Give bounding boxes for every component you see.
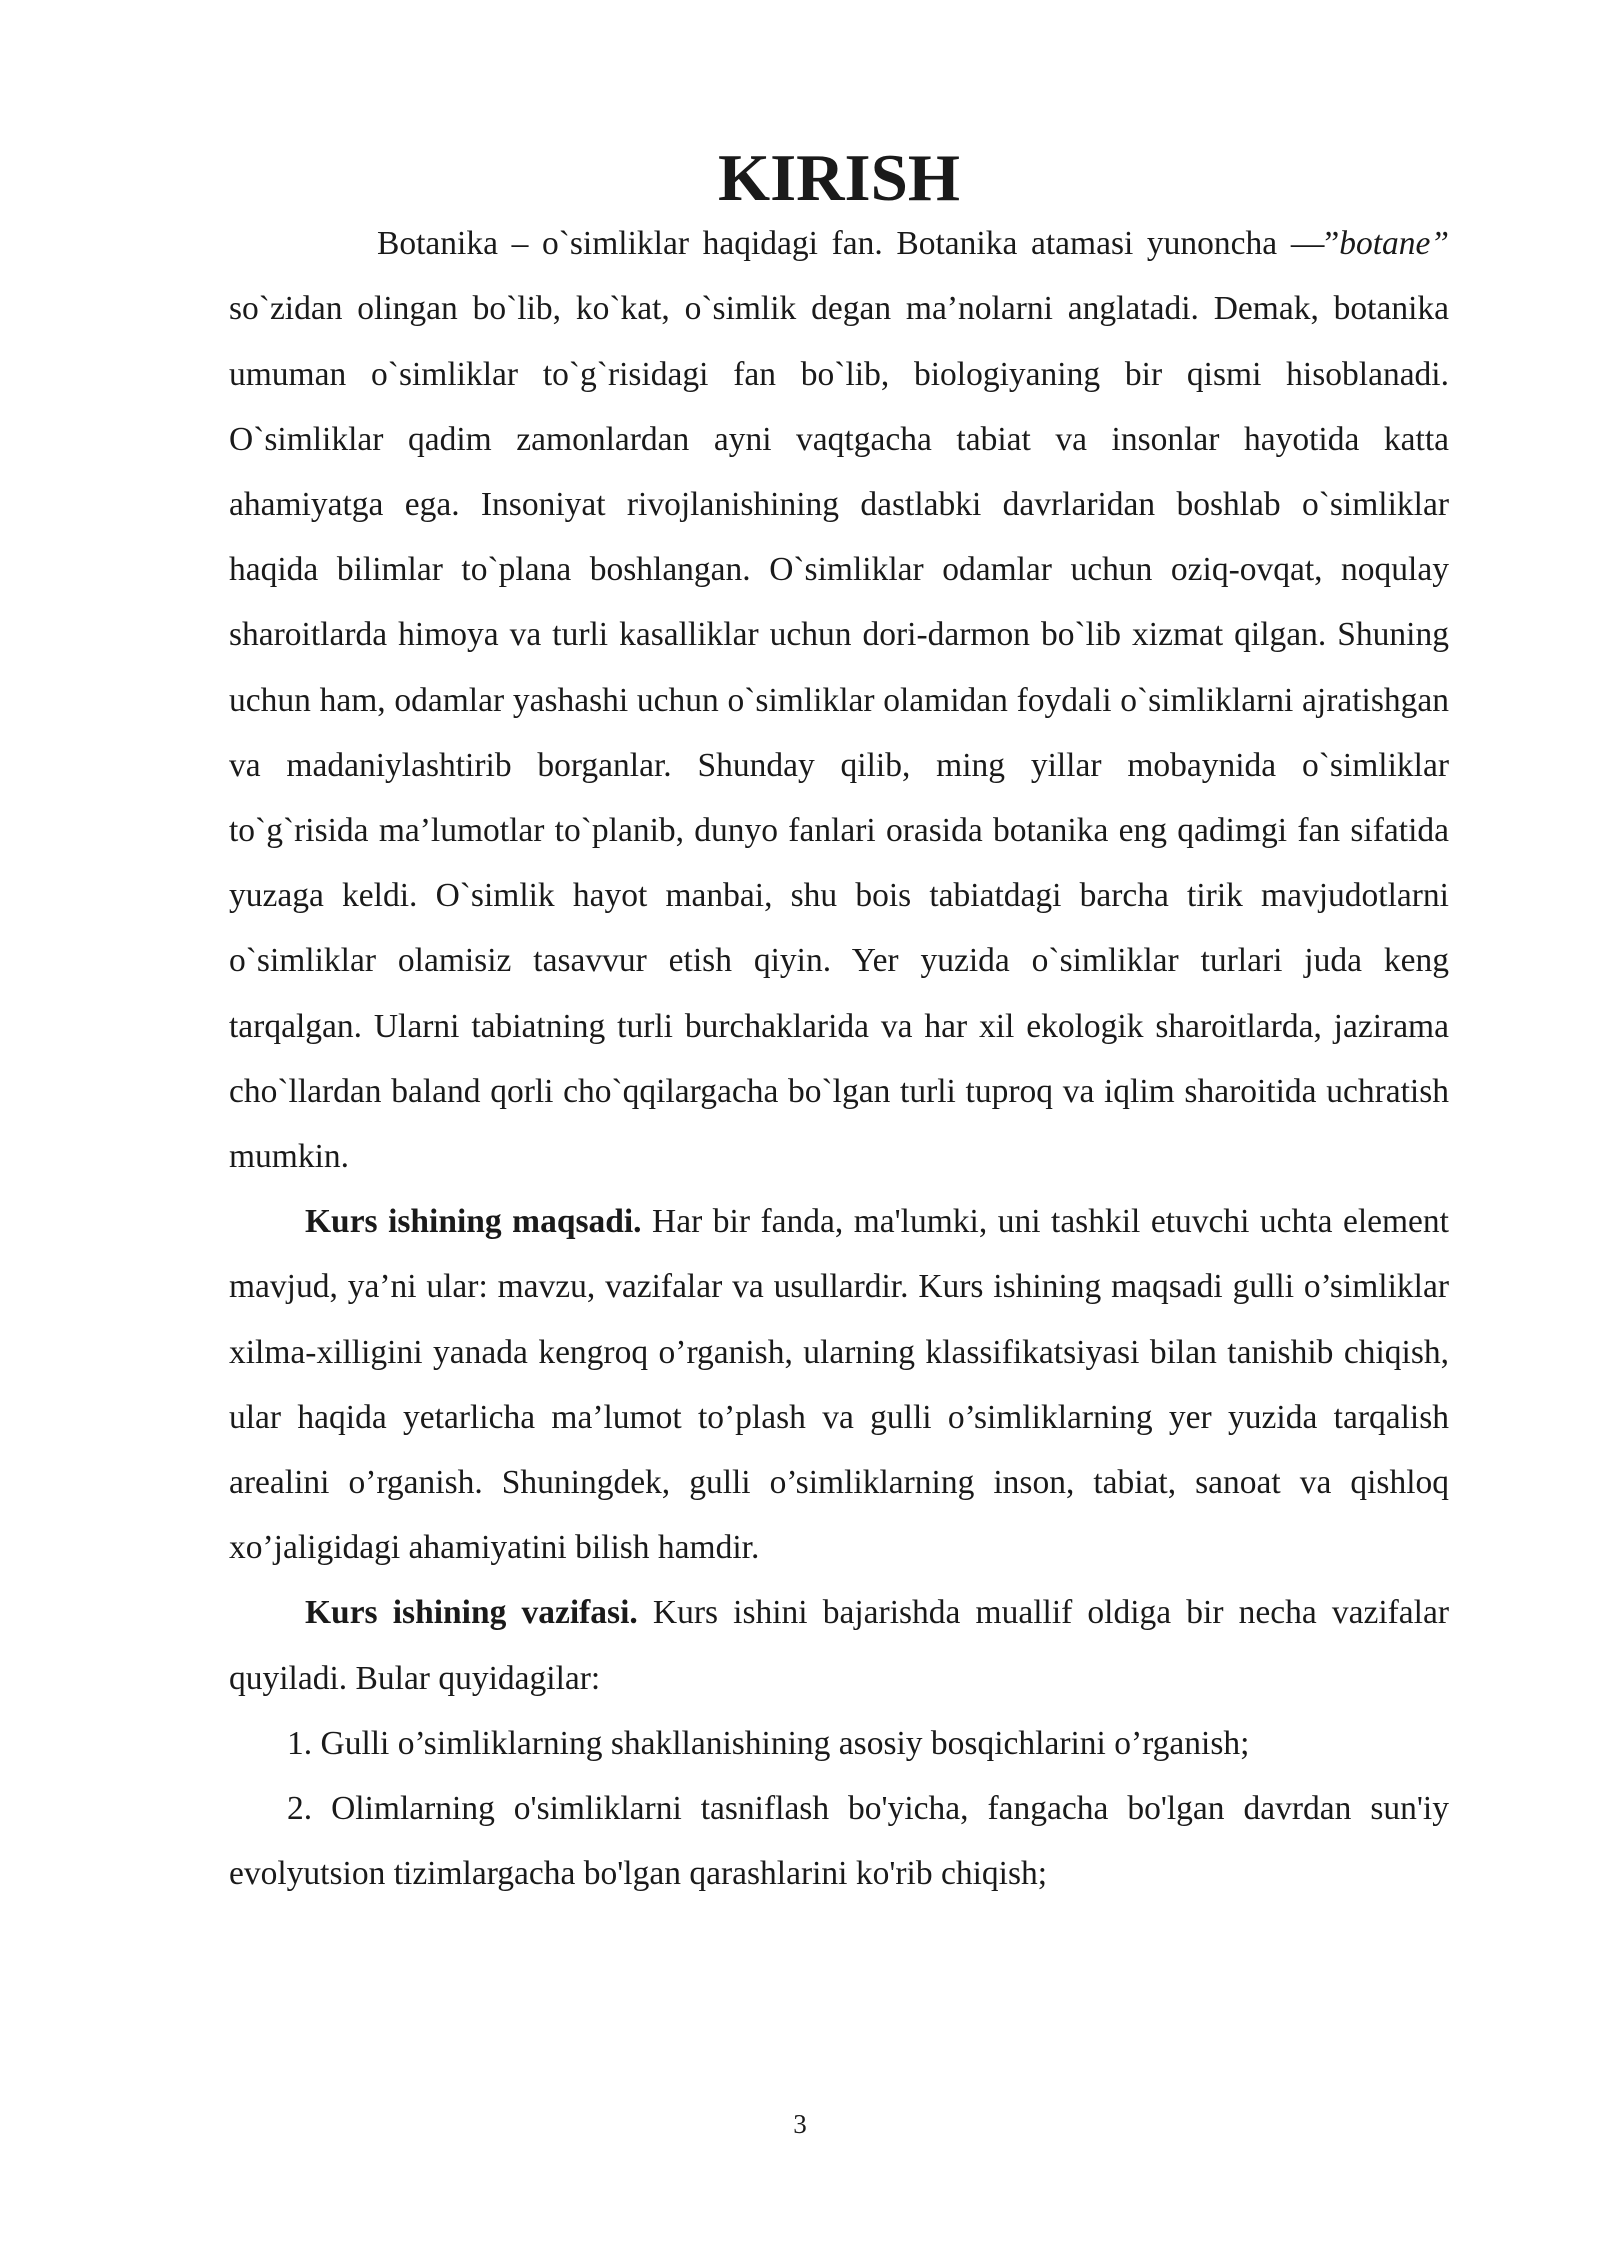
document-body: [229, 141, 1450, 1906]
tasks-paragraph: [229, 1580, 1449, 1710]
purpose-heading: Kurs ishining maqsadi.: [305, 1203, 642, 1241]
tasks-heading: Kurs ishining vazifasi.: [305, 1594, 638, 1632]
tasks-text: Kurs ishini bajarishda muallif oldiga bir necha vazifalar quyiladi. Bular quyidagilar:: [229, 1594, 1450, 1697]
purpose-text: Har bir fanda, ma'lumki, uni tashkil etuvchi uchta element mavjud, ya’ni ular: mavzu, vazifalar va usullardir. Kurs ishining maqsadi gulli o’simliklar xilma-xilligini yanada kengroq o’rganish, ularning klassifikatsiyasi bilan tanishib chiqish, ular haqida yetarlicha ma’lumot to’plash va gulli o’simliklarning yer yuzida tarqalish arealini o’rganish. Shuningdek, gulli o’simliklarning inson, tabiat, sanoat va qishloq xo’jaligidagi ahamiyatini bilish hamdir.: [229, 1203, 1449, 1567]
page-number: 3: [793, 2109, 807, 2139]
intro-text-rest: so`zidan olingan bo`lib, ko`kat, o`simlik degan ma’nolarni anglatadi. Demak, botanika umuman o`simliklar to`g`risidagi fan bo`lib, biologiyaning bir qismi hisoblanadi. O`simliklar qadim zamonlardan ayni vaqtgacha tabiat va insonlar hayotida katta ahamiyatga ega. Insoniyat rivojlanishining dastlabki davrlaridan boshlab o`simliklar haqida bilimlar to`plana boshlangan. O`simliklar odamlar uchun oziq-ovqat, noqulay sharoitlarda himoya va turli kasalliklar uchun dori-darmon bo`lib xizmat qilgan. Shuning uchun ham, odamlar yashashi uchun o`simliklar olamidan foydali o`simliklarni ajratishgan va madaniylashtirib borganlar. Shunday qilib, ming yillar mobaynida o`simliklar to`g`risida ma’lumotlar to`planib, dunyo fanlari orasida botanika eng qadimgi fan sifatida yuzaga keldi. O`simlik hayot manbai, shu bois tabiatdagi barcha tirik mavjudotlarni o`simliklar olamisiz tasavvur etish qiyin. Yer yuzida o`simliklar turlari juda keng tarqalgan. Ularni tabiatning turli burchaklarida va har xil ekologik sharoitlarda, jazirama cho`llardan baland qorli cho`qqilargacha bo`lgan turli tuproq va iqlim sharoitida uchratish mumkin.: [229, 290, 1449, 1176]
intro-paragraph: [229, 211, 1449, 1189]
intro-text-start: Botanika – o`simliklar haqidagi fan. Botanika atamasi yunoncha —”: [377, 225, 1340, 263]
list-item: 1. Gulli o’simliklarning shakllanishining asosiy bosqichlarini o’rganish;: [287, 1724, 1250, 1762]
list-item: 2. Olimlarning o'simliklarni tasniflash bo'yicha, fangacha bo'lgan davrdan sun'iy evolyutsion tizimlargacha bo'lgan qarashlarini ko'rib chiqish;: [229, 1790, 1449, 1893]
purpose-paragraph: [229, 1189, 1449, 1580]
intro-italic-term: botane”: [1339, 225, 1449, 263]
document-title: KIRISH: [717, 141, 961, 215]
